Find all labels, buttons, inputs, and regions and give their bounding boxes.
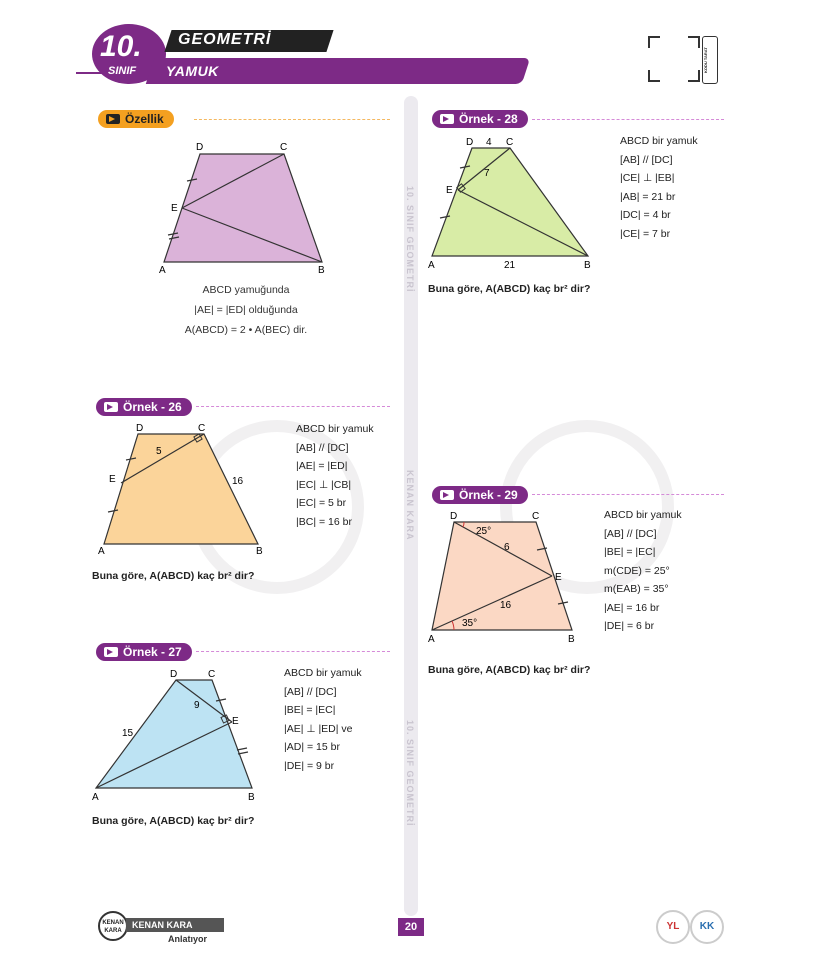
series-logo: KK: [690, 910, 724, 944]
ozellik-line-3: A(ABCD) = 2 • A(BEC) dir.: [184, 324, 308, 336]
svg-text:15: 15: [122, 728, 134, 739]
svg-text:A: A: [98, 546, 105, 557]
ornek28-text: ABCD bir yamuk [AB] // [DC] |CE| ⊥ |EB| |AB| = 21 br |DC| = 4 br |CE| = 7 br: [620, 135, 698, 240]
svg-text:A: A: [92, 792, 99, 803]
svg-text:6: 6: [504, 542, 510, 553]
svg-text:B: B: [248, 792, 255, 803]
ozellik-figure: [150, 138, 340, 276]
svg-text:C: C: [506, 137, 514, 148]
side-label-middle: KENAN KARA: [405, 470, 415, 541]
svg-text:A: A: [428, 634, 435, 645]
ornek26-figure: [92, 420, 272, 558]
svg-text:B: B: [584, 260, 591, 271]
ornek26-text: ABCD bir yamuk [AB] // [DC] |AE| = |ED| |EC| ⊥ |CB| |EC| = 5 br |BC| = 16 br: [296, 423, 374, 528]
svg-text:35°: 35°: [462, 618, 478, 629]
publisher-logo: YL: [656, 910, 690, 944]
page-number: 20: [398, 918, 424, 936]
video-camera-icon[interactable]: [440, 114, 454, 124]
ornek28-label: Örnek - 28: [432, 110, 528, 128]
point-a: A: [159, 265, 166, 276]
ornek27-text: ABCD bir yamuk [AB] // [DC] |BE| = |EC| |AE| ⊥ |ED| ve |AD| = 15 br |DE| = 9 br: [284, 667, 362, 772]
ornek28-divider: [532, 119, 724, 120]
point-d: D: [196, 142, 204, 153]
ornek26-divider: [196, 406, 390, 407]
svg-text:D: D: [170, 669, 178, 680]
author-tagline: Anlatıyor: [168, 934, 208, 944]
ornek28-question: Buna göre, A(ABCD) kaç br² dir?: [428, 283, 591, 295]
ornek29-label: Örnek - 29: [432, 486, 528, 504]
svg-text:16: 16: [500, 600, 512, 611]
point-c: C: [280, 142, 288, 153]
ornek29-question: Buna göre, A(ABCD) kaç br² dir?: [428, 664, 591, 676]
svg-text:B: B: [568, 634, 575, 645]
ornek29-figure: [424, 506, 598, 646]
svg-text:A: A: [428, 260, 435, 271]
svg-text:D: D: [136, 423, 144, 434]
side-label-top: 10. SINIF GEOMETRİ: [405, 186, 415, 293]
svg-text:C: C: [198, 423, 206, 434]
point-b: B: [318, 265, 325, 276]
qr-code-frame[interactable]: [648, 36, 700, 82]
svg-text:C: C: [532, 511, 540, 522]
ornek27-figure: [88, 666, 274, 806]
topic-title: YAMUK: [166, 63, 219, 79]
ozellik-line-2: |AE| = |ED| olduğunda: [194, 304, 298, 316]
svg-text:E: E: [446, 185, 453, 196]
video-camera-icon[interactable]: [440, 490, 454, 500]
svg-text:E: E: [232, 716, 239, 727]
subject-title: GEOMETRİ: [178, 31, 272, 48]
ornek29-text: ABCD bir yamuk [AB] // [DC] |BE| = |EC| m(CDE) = 25° m(EAB) = 35° |AE| = 16 br |DE| = 6 br: [604, 509, 682, 632]
author-brand: KENAN KARA: [126, 918, 224, 932]
ornek27-label: Örnek - 27: [96, 643, 192, 661]
svg-text:5: 5: [156, 446, 162, 457]
point-e: E: [171, 203, 178, 214]
svg-text:B: B: [256, 546, 263, 557]
video-camera-icon[interactable]: [104, 647, 118, 657]
video-camera-icon[interactable]: [104, 402, 118, 412]
ornek28-figure: [424, 134, 598, 274]
svg-text:25°: 25°: [476, 526, 492, 537]
ornek29-divider: [532, 494, 724, 495]
svg-text:C: C: [208, 669, 216, 680]
ozellik-trapezoid: [164, 154, 322, 262]
ozellik-label: Özellik: [98, 110, 174, 128]
svg-text:16: 16: [232, 476, 244, 487]
grade-label: SINIF: [108, 65, 137, 77]
ornek26-label: Örnek - 26: [96, 398, 192, 416]
svg-text:7: 7: [484, 168, 490, 179]
ornek27-question: Buna göre, A(ABCD) kaç br² dir?: [92, 815, 255, 827]
ornek27-divider: [196, 651, 390, 652]
svg-text:9: 9: [194, 700, 200, 711]
svg-text:21: 21: [504, 260, 516, 271]
author-logo: KENAN KARA: [98, 911, 128, 941]
ozellik-divider: [194, 119, 390, 120]
side-label-bottom: 10. SINIF GEOMETRİ: [405, 720, 415, 827]
ozellik-line-1: ABCD yamuğunda: [202, 284, 290, 296]
svg-text:E: E: [555, 572, 562, 583]
svg-text:D: D: [450, 511, 458, 522]
video-camera-icon[interactable]: [106, 114, 120, 124]
grade-number: 10.: [100, 30, 142, 63]
svg-text:D: D: [466, 137, 474, 148]
qr-scan-tag: KODU TARAT: [702, 36, 718, 84]
svg-text:E: E: [109, 474, 116, 485]
ornek26-question: Buna göre, A(ABCD) kaç br² dir?: [92, 570, 255, 582]
svg-text:4: 4: [486, 137, 492, 148]
